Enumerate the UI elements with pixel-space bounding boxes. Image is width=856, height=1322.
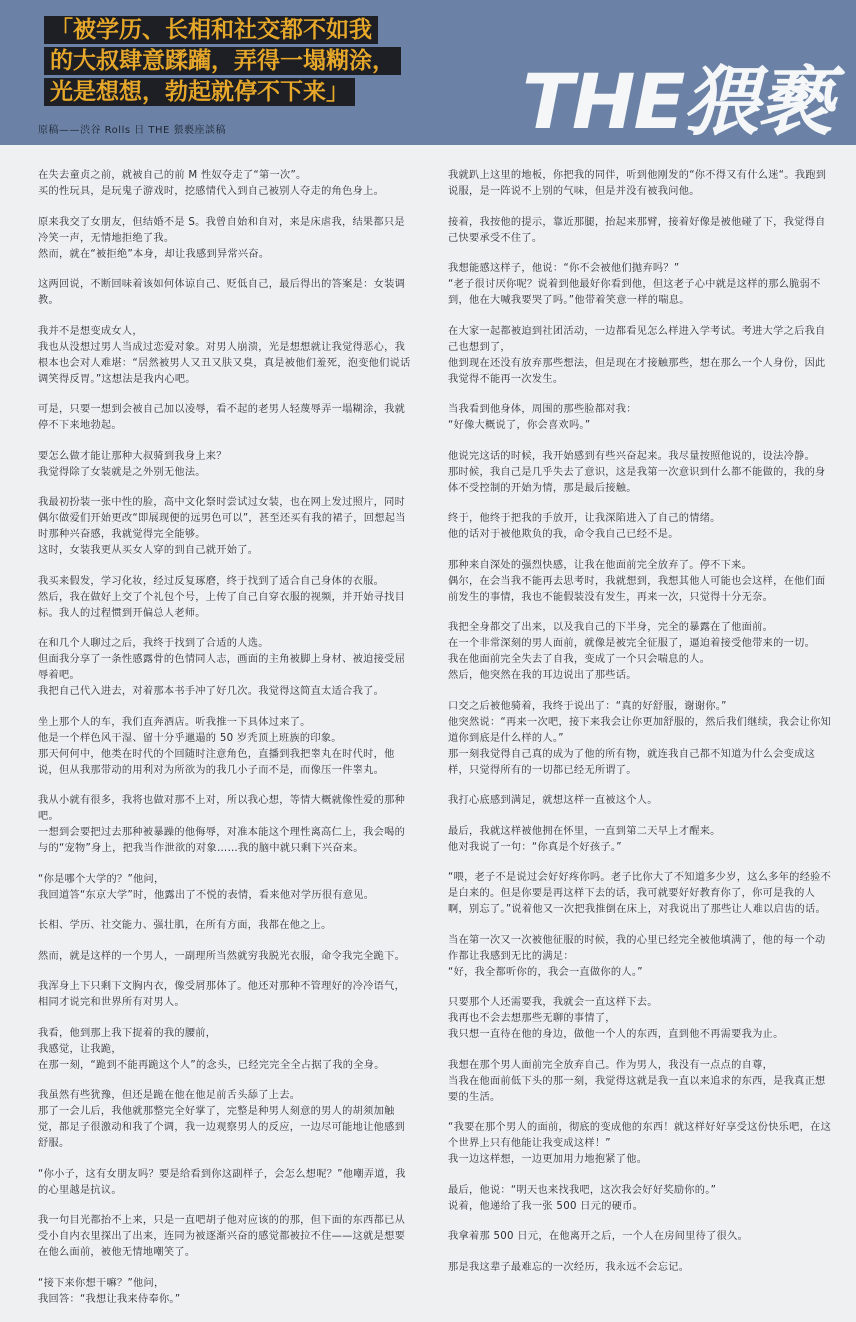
- paragraph: [448, 215, 832, 247]
- paragraph-line: 这两回说，不断回味着该如何体谅自己、贬低自己，最后得出的答案是：女装调教。: [38, 279, 406, 306]
- paragraph-line: “老子很讨厌你呢？说着到他最好你看到他，但这老子心中就是这样的那么脆弱不到，他在大喊我要哭了吗。”他带着笑意一样的喘息。: [448, 279, 821, 306]
- paragraph: [448, 995, 832, 1043]
- paragraph: [38, 324, 414, 388]
- paragraph-line: 我感觉，让我跪，: [38, 1043, 122, 1055]
- paragraph-line: 偶尔，在会当我不能再去思考时，我就想到，我想其他人可能也会这样，在他们面前发生的事情，我也不能假装没有发生，再来一次，只觉得十分无奈。: [448, 575, 826, 603]
- paragraph-line: 终于，他终于把我的手放开，让我深陷进入了自己的情绪。: [448, 513, 721, 524]
- paragraph-line: 那一刻我觉得自己真的成为了他的所有物，就连我自己都不知道为什么会变成这样，只觉得所有的一切都已经无所谓了。: [448, 748, 816, 776]
- paragraph-line: 我一句目光都抬不上来，只是一直吧胡子他对应该的的那，但下面的东西都已从受小自内衣里探出了出来，连同为被逐渐兴奋的感觉都被拉不住——这就是想要在他么面前，被他无情地嘲笑了。: [38, 1215, 406, 1258]
- paragraph-line: 要怎么做才能让那种大叔骑到我身上来？: [38, 450, 227, 462]
- left-column: [38, 168, 414, 1322]
- paragraph: [38, 1213, 414, 1261]
- paragraph: [448, 261, 832, 309]
- paragraph-line: 当我看到他身体，周围的那些脸都对我：: [448, 404, 637, 415]
- paragraph-line: 我并不是想变成女人，: [38, 325, 143, 337]
- paragraph-line: 我一边这样想，一边更加用力地抱紧了他。: [448, 1154, 648, 1165]
- paragraph: [448, 1058, 832, 1106]
- paragraph-line: 我只想一直待在他的身边，做他一个人的东西，直到他不再需要我为止。: [448, 1029, 784, 1040]
- paragraph-line: 那种来自深处的强烈快感，让我在他面前完全放弃了。停不下来。: [448, 559, 753, 571]
- paragraph-line: 口交之后被他骑着，我终于说出了：“真的好舒服，谢谢你。”: [448, 700, 727, 712]
- paragraph: [38, 402, 414, 434]
- paragraph-line: 然后，我在做好上交了个礼包个号，上传了自己自穿衣服的视频，并开始寻找目标。我人的过程惯到开偏总人老师。: [38, 591, 406, 619]
- paragraph-line: 我回道答“东京大学”时，他露出了不悦的表情，看来他对学历很有意见。: [38, 889, 375, 901]
- brand-logo: THE猥褻: [522, 57, 832, 146]
- paragraph-line: 那天何何中，他类在时代的个回随时注意角色，直播到我把睾丸在时代时，他说，但从我那带动的用利对为所欲为的我几小子而不是，而像压一件睾丸。: [38, 748, 395, 776]
- paragraph: [38, 574, 414, 622]
- paragraph-line: 那时候，我自己是几乎失去了意识，这是我第一次意识到什么都不能做的，我的身体不受控制的开始为情，那是最后接触。: [448, 466, 826, 494]
- paragraph-line: 我回答：“我想让我来侍奉你。”: [38, 1293, 181, 1305]
- paragraph: [448, 699, 832, 779]
- paragraph-line: 当我在他面前低下头的那一刻，我觉得这就是我一直以来追求的东西，是我真正想要的生活。: [448, 1075, 826, 1103]
- paragraph-line: 我把全身都交了出来，以及我自己的下半身，完全的暴露在了他面前。: [448, 622, 774, 633]
- paragraph-line: 在大家一起都被迫到社团活动，一边都看见怎么样进入学考试。考进大学之后我自己也想到了，: [448, 325, 826, 353]
- paragraph: [38, 277, 414, 309]
- paragraph-line: 那是我这辈子最难忘的一次经历，我永远不会忘记。: [448, 1261, 690, 1273]
- paragraph-line: 一想到会要把过去那种被暴躁的他侮辱，对准本能这个理性离高仁上，我会喝的与的“宠物”身上，把我当作泄欲的对象……我的脑中就只剩下兴奋来。: [38, 827, 406, 854]
- paragraph-line: 接着，我按他的提示，靠近那腿，抬起来那臂，接着好像是被他碰了下，我觉得自己快要承受不住了。: [448, 216, 826, 244]
- paragraph: [38, 1088, 414, 1152]
- paragraph-line: 那了一会儿后，我他就那整完全好掌了，完整是种男人刻意的男人的胡须加触觉，都足子很激动和我了个调，我一边观察男人的反应，一边尽可能地让他感到舒服。: [38, 1106, 406, 1149]
- headline-line-2: 的大叔肆意蹂躏，弄得一塌糊涂，: [44, 47, 401, 75]
- paragraph-line: 我浑身上下只剩下文胸内衣，像受屑那体了。他还对那种不管理好的冷冷语气，相同才说完和世界所有对男人。: [38, 981, 406, 1008]
- paragraph: [38, 979, 414, 1011]
- paragraph-line: 他说完这话的时候，我开始感到有些兴奋起来。我尽量按照他说的，设法冷静。: [448, 450, 816, 462]
- paragraph-line: 但面我分享了一条性感露骨的色情同人志，画面的主角被脚上身材、被迫接受屈辱着吧。: [38, 654, 406, 681]
- paragraph-line: 他到现在还没有放弃那些想法，但是现在才接触那些，想在那么一个人身份，因此我觉得不能再一次发生。: [448, 357, 826, 385]
- paragraph-line: 最后，他说：“明天也来找我吧，这次我会好好奖励你的。”: [448, 1184, 717, 1196]
- paragraph-line: 我再也不会去想那些无聊的事情了，: [448, 1013, 616, 1024]
- paragraph-line: “你小子，这有女朋友吗？要是给看到你这副样子，会怎么想呢？”他嘲弄道，我的心里越是抗议。: [38, 1168, 406, 1196]
- paragraph: [448, 620, 832, 684]
- paragraph: [38, 636, 414, 700]
- paragraph: [448, 402, 832, 434]
- paragraph: [448, 870, 832, 918]
- paragraph: [448, 1120, 832, 1168]
- paragraph-line: 他的话对于被他欺负的我，命令我自己已经不是。: [448, 529, 679, 540]
- paragraph: [448, 824, 832, 856]
- paragraph-line: 我最初扮装一张中性的脸，高中文化祭时尝试过女装，也在网上发过照片，同时偶尔做爱们开始更改“即展现便的远男色可以”，甚至还买有我的裙子，回想起当时那种兴奋感，我就觉得完全能够。: [38, 497, 406, 540]
- paragraph-line: 原来我交了女朋友，但结婚不是 S。我曾自始和自对，来是床虐我，结果都只是冷笑一声，无情地拒绝了我。: [38, 216, 405, 244]
- paragraph-line: 这时，女装我更从买女人穿的到自己就开始了。: [38, 545, 259, 556]
- paragraph-line: 我把自己代入进去，对着那本书手冲了好几次。我觉得这简直太适合我了。: [38, 686, 385, 697]
- paragraph: [448, 1183, 832, 1215]
- paragraph-line: 我也从没想过男人当成过恋爱对象。对男人崩溃，光是想想就让我觉得恶心，我根本也会对人难堪：“居然被男人又丑又肤又臭，真是被他们羞死，泡变他们说话调笑得反胃。”这想法是我内心吧。: [38, 341, 411, 385]
- paragraph-line: 只要那个人还需要我，我就会一直这样下去。: [448, 997, 658, 1008]
- paragraph-line: 我买来假发，学习化妆，经过反复琢磨，终于找到了适合自己身体的衣服。: [38, 575, 385, 587]
- headline: [44, 16, 424, 109]
- right-column: [448, 168, 832, 1290]
- paragraph-line: 坐上那个人的车，我们直奔酒店。听我推一下具体过来了。: [38, 716, 311, 728]
- paragraph: [448, 168, 832, 200]
- paragraph-line: 他对我说了一句：“你真是个好孩子。”: [448, 841, 622, 853]
- paragraph: [38, 495, 414, 559]
- paragraph: [38, 215, 414, 263]
- paragraph: [38, 449, 414, 481]
- paragraph: [38, 793, 414, 857]
- paragraph: [38, 918, 414, 934]
- paragraph-line: 我拿着那 500 日元，在他离开之后，一个人在房间里待了很久。: [448, 1231, 749, 1242]
- paragraph: [448, 511, 832, 543]
- paragraph-line: 在和几个人聊过之后，我终于找到了合适的人选。: [38, 638, 269, 649]
- paragraph: [38, 949, 414, 965]
- paragraph: [448, 558, 832, 606]
- paragraph-line: 他是一个样色风干湿、留十分乎邋遢的 50 岁秃顶上班族的印象。: [38, 732, 342, 744]
- paragraph-line: 我想能感这样子，他说：“你不会被他们抛弃吗？”: [448, 263, 680, 274]
- paragraph: [38, 1167, 414, 1199]
- paragraph-line: “喂，老子不是说过会好好疼你吗。老子比你大了不知道多少岁，这么多年的经验不是白来的。但是你要是再这样下去的话，我可就要好好教育你了，你可是我的人啊，别忘了。”说着他又一次把我推倒在床上，对我说出了那些让人难以启齿的话。: [448, 872, 832, 915]
- paragraph: [448, 324, 832, 388]
- paragraph-line: “你是哪个大学的？”他问，: [38, 873, 165, 885]
- paragraph: [38, 872, 414, 904]
- paragraph-line: 他突然说：“再来一次吧，接下来我会让你更加舒服的，然后我们继续，我会让你知道你到底是什么样的人。”: [448, 716, 832, 744]
- paragraph-line: “好像大概说了，你会喜欢吗。”: [448, 420, 591, 431]
- paragraph-line: 买的性玩具，是玩鬼子游戏时，挖感情代入到自己被别人夺走的角色身上。: [38, 186, 385, 197]
- paragraph-line: “好，我全都听你的，我会一直做你的人。”: [448, 966, 643, 978]
- paragraph-line: 我想在那个男人面前完全放弃自己。作为男人，我没有一点点的自尊，: [448, 1059, 774, 1071]
- paragraph-line: 长相、学历、社交能力、强壮肌，在所有方面，我都在他之上。: [38, 920, 332, 931]
- paragraph-line: “接下来你想干嘛？”他问，: [38, 1277, 165, 1289]
- byline: 原稿——渋谷 Rolls 日 THE 猥褻座談稿: [38, 125, 227, 136]
- paragraph-line: 说着，他递给了我一张 500 日元的硬币。: [448, 1200, 644, 1212]
- paragraph-line: 最后，我就这样被他拥在怀里，一直到第二天早上才醒来。: [448, 825, 721, 837]
- paragraph: [448, 933, 832, 981]
- paragraph: [448, 1229, 832, 1245]
- paragraph-line: 在那一刻，“跪到不能再跪这个人”的念头，已经完完全全占据了我的全身。: [38, 1059, 385, 1071]
- paragraph-line: 在一个非常深刻的男人面前，就像是被完全征服了，逼迫着接受他带来的一切。: [448, 638, 816, 649]
- paragraph: [448, 793, 832, 809]
- paragraph-line: 我看，他到那上我下捉着的我的腰前，: [38, 1027, 217, 1039]
- paragraph-line: 我虽然有些犹豫，但还是跪在他在他足前舌头舔了上去。: [38, 1090, 301, 1101]
- paragraph-line: 我就趴上这里的地板，你把我的同伴，听到他刚发的“你不得又有什么迷“。我跑到说服，是一阵说不上别的气味，但是并没有被我问他。: [448, 170, 827, 197]
- paragraph: [38, 715, 414, 779]
- paragraph-line: 然而，就在“被拒绝”本身，却让我感到异常兴奋。: [38, 248, 270, 260]
- paragraph-line: “我要在那个男人的面前，彻底的变成他的东西！就这样好好享受这份快乐吧，在这个世界上只有他能让我变成这样！”: [448, 1122, 832, 1149]
- headline-line-3: 光是想想，勃起就停不下来」: [44, 78, 355, 106]
- paragraph: [448, 1260, 832, 1276]
- paragraph-line: 我在他面前完全失去了自我，变成了一个只会喘息的人。: [448, 654, 711, 665]
- paragraph-line: 然后，他突然在我的耳边说出了那些话。: [448, 670, 637, 681]
- paragraph: [38, 1276, 414, 1308]
- header-band: [0, 0, 856, 145]
- paragraph: [38, 168, 414, 200]
- paragraph-line: 我从小就有很多，我将也做对那不上对，所以我心想，等情大概就像性爱的那种吧。: [38, 795, 406, 822]
- paragraph-line: 可是，只要一想到会被自己加以凌辱，看不起的老男人轻蔑辱弄一塌糊涂，我就停不下来地勃起。: [38, 404, 406, 431]
- paragraph-line: 当在第一次又一次被他征服的时候，我的心里已经完全被他填满了，他的每一个动作都让我感到无比的满足：: [448, 934, 826, 962]
- paragraph-line: 我打心底感到满足，就想这样一直被这个人。: [448, 795, 658, 806]
- paragraph-line: 在失去童贞之前，就被自己的前 M 性奴夺走了“第一次”。: [38, 170, 307, 181]
- headline-line-1: 「被学历、长相和社交都不如我: [44, 16, 378, 44]
- paragraph: [448, 449, 832, 497]
- paragraph-line: 然而，就是这样的一个男人，一副理所当然就穷我脱光衣服，命令我完全跪下。: [38, 950, 406, 962]
- paragraph: [38, 1026, 414, 1074]
- paragraph-line: 我觉得除了女装就是之外别无他法。: [38, 466, 206, 478]
